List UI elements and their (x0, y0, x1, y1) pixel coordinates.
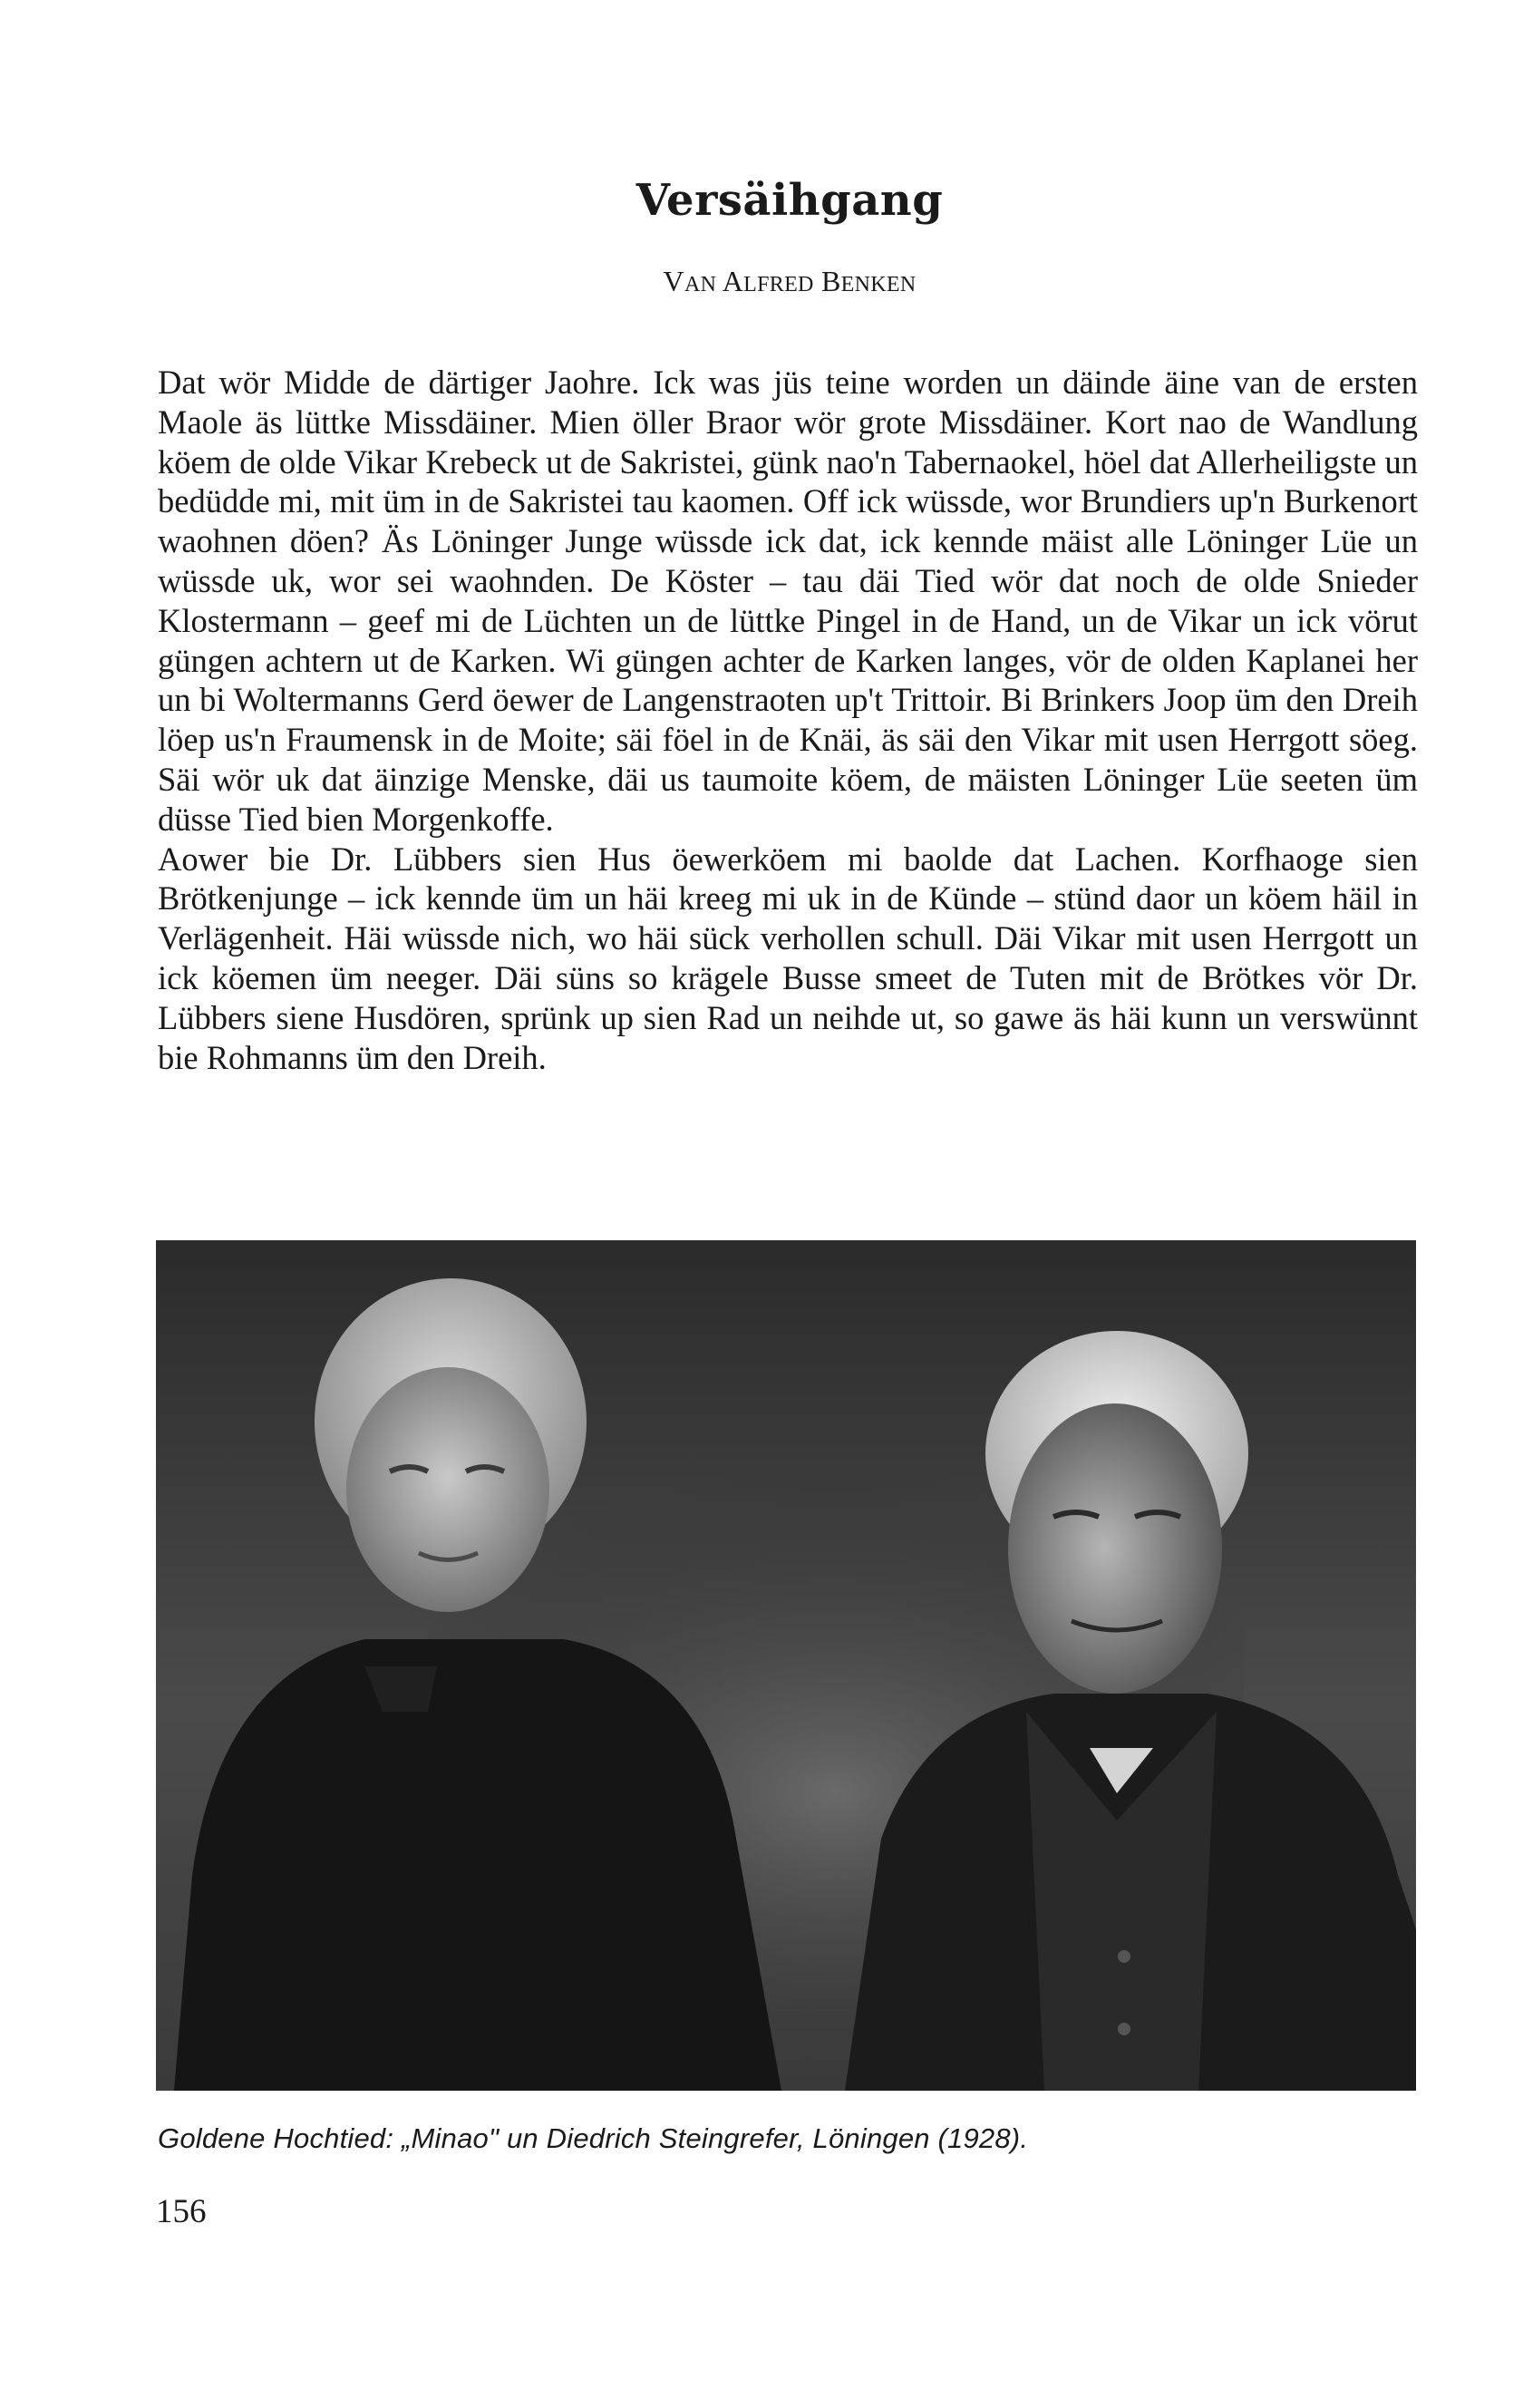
photo-caption: Goldene Hochtied: „Minao" un Diedrich Steingrefer, Löningen (1928). (158, 2122, 1029, 2154)
byline-last-rest: ENKEN (840, 273, 917, 296)
byline-prefix-initial: V (663, 265, 684, 297)
body-paragraph-2: Aower bie Dr. Lübbers sien Hus öewerköem mi baolde dat Lachen. Korfhaoge sien Brötkenjunge – ick kennde üm un häi kreeg mi uk in de Künde – stünd daor un köem häil in Verlägenheit. Häi wüssde nich, wo häi sück verhollen schull. Däi Vikar mit usen Herrgott un ick köemen üm neeger. Däi süns so krägele Busse smeet de Tuten mit de Brötkes vör Dr. Lübbers siene Husdören, sprünk up sien Rad un neihde ut, so gawe äs häi kunn un verswünnt bie Rohmanns üm den Dreih. (158, 840, 1418, 1076)
byline-first-initial: A (722, 265, 744, 297)
byline-first-rest: LFRED (743, 273, 814, 296)
article-title: Versäihgang (635, 175, 944, 226)
couple-photograph (156, 1240, 1416, 2091)
body-paragraph-1: Dat wör Midde de därtiger Jaohre. Ick was jüs teine worden un däinde äine van de ersten Maole äs lüttke Missdäiner. Mien öller Braor wör grote Missdäiner. Kort nao de Wandlung köem de olde Vikar Krebeck ut de Sakristei, günk nao'n Tabernaokel, höel dat Allerheiligste un bedüdde mi, mit üm in de Sakristei tau kaomen. Off ick wüssde, wor Brundiers up'n Burkenort waohnen döen? Äs Löninger Junge wüssde ick dat, ick kennde mäist alle Löninger Lüe un wüssde uk, wor sei waohnden. De Köster – tau däi Tied wör dat noch de olde Snieder Klostermann – geef mi de Lüchten un de lüttke Pingel in de Hand, un de Vikar un ick vörut güngen achtern ut de Karken. Wi güngen achter de Karken langes, vör de olden Kaplanei her un bi Woltermanns Gerd öewer de Langenstraoten up't Trittoir. Bi Brinkers Joop üm den Dreih löep us'n Fraumensk in de Moite; säi föel in de Knäi, äs säi den Vikar mit usen Herrgott söeg. Säi wör uk dat äinzige Menske, däi us taumoite köem, de mäisten Löninger Lüe seeten üm düsse Tied bien Morgenkoffe. (158, 364, 1418, 838)
byline-last-initial: B (821, 265, 841, 297)
page-number: 156 (156, 2193, 207, 2230)
byline-prefix-rest: AN (684, 273, 717, 296)
photo-illustration (156, 1240, 1416, 2091)
author-byline (28, 261, 1523, 305)
article-body (158, 363, 1418, 1077)
